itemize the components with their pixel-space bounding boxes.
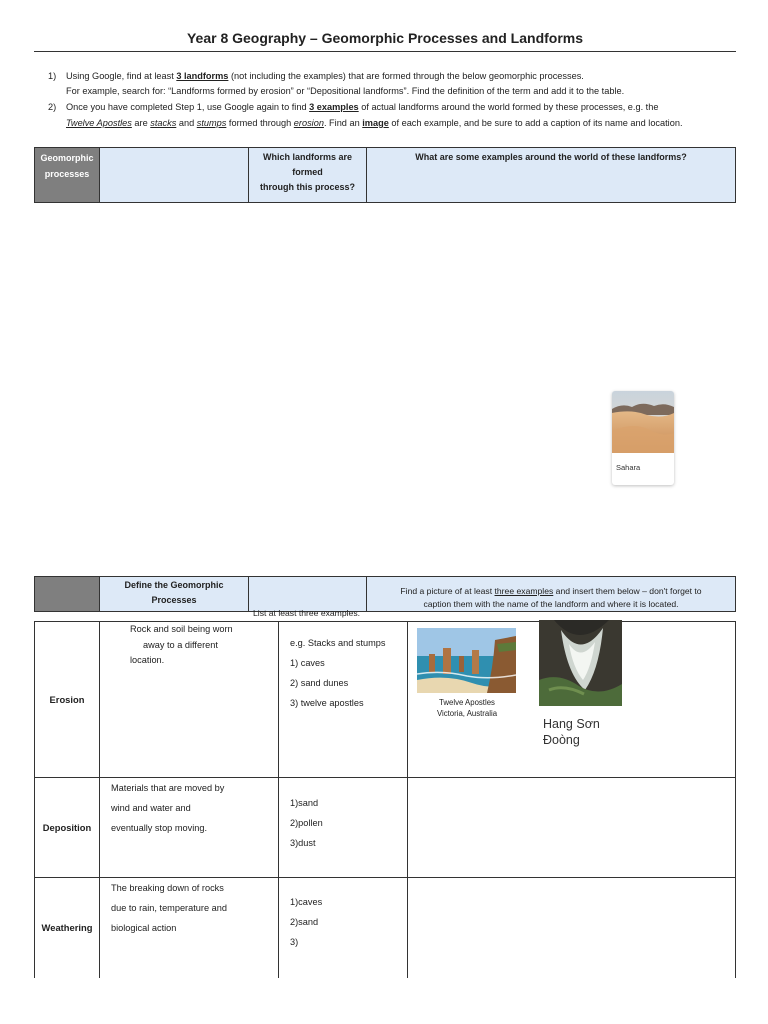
step2-stacks: stacks xyxy=(150,118,177,128)
definition-line: biological action xyxy=(111,923,177,933)
step2-text-c: of actual landforms around the world formed by these processes, e.g. the xyxy=(358,102,659,112)
step1-number: 1) xyxy=(48,71,57,81)
step2-text-a: Once you have completed Step 1, use Google again to find xyxy=(66,102,310,112)
step2-text: and xyxy=(176,118,197,128)
step2-text: formed through xyxy=(226,118,294,128)
instruction-step1-line2: For example, search for: “Landforms formed by erosion” or “Depositional landforms”. Find the definition of the term and add it to the table. xyxy=(66,86,625,96)
example-line: 3) xyxy=(290,937,299,947)
definition-weathering[interactable] xyxy=(100,878,279,978)
list-note: List at least three examples. xyxy=(253,608,360,618)
step2-stumps: stumps xyxy=(196,118,227,128)
header-geomorphic-processes xyxy=(35,148,100,203)
table-row xyxy=(35,878,736,978)
example-line: 2)sand xyxy=(290,917,319,927)
hang-son-doong-image[interactable] xyxy=(539,620,622,706)
header-blank-cell-2[interactable] xyxy=(249,577,367,612)
table-landforms-overview xyxy=(34,147,736,203)
table-row xyxy=(35,622,736,778)
step2-text: . Find an xyxy=(323,118,363,128)
header-text: formed xyxy=(292,167,323,177)
step2-emphasis: 3 examples xyxy=(309,102,359,112)
header-text: caption them with the name of the landform and where it is located. xyxy=(423,599,679,609)
header-text: Geomorphic xyxy=(40,153,94,163)
title-divider xyxy=(34,51,736,52)
instruction-step2-line2 xyxy=(66,116,766,131)
example-line: 2)pollen xyxy=(290,818,323,828)
examples-erosion[interactable] xyxy=(279,622,408,778)
examples-weathering[interactable] xyxy=(279,878,408,978)
definition-line: The breaking down of rocks xyxy=(111,883,224,893)
header-grey-blank xyxy=(35,577,100,612)
step1-text-c: (not including the examples) that are formed through the below geomorphic processes. xyxy=(228,71,584,81)
header-text: and insert them below – don't forget to xyxy=(553,586,702,596)
step1-text-a: Using Google, find at least xyxy=(66,71,177,81)
table-processes-body xyxy=(34,621,736,978)
definition-line: Materials that are moved by xyxy=(111,783,225,793)
header-text: processes xyxy=(44,169,90,179)
instruction-step2-line1 xyxy=(48,100,748,115)
step2-erosion: erosion xyxy=(293,118,324,128)
header-text: Processes xyxy=(151,595,197,605)
step2-text: are xyxy=(131,118,151,128)
step2-number: 2) xyxy=(48,102,57,112)
header-define-processes xyxy=(100,577,249,612)
process-weathering: Weathering xyxy=(35,878,100,978)
header-text-underlined: three examples xyxy=(494,586,554,596)
definition-line: Rock and soil being worn xyxy=(130,624,233,634)
page-title: Year 8 Geography – Geomorphic Processes and Landforms xyxy=(186,30,584,46)
definition-line: away to a different xyxy=(143,639,218,650)
definition-erosion[interactable] xyxy=(100,622,279,778)
example-line: 2) sand dunes xyxy=(290,678,349,688)
hang-son-doong-figure xyxy=(539,620,623,748)
step1-emphasis: 3 landforms xyxy=(176,71,229,81)
header-which-landforms xyxy=(249,148,367,203)
header-text: through this process? xyxy=(259,182,355,192)
example-line: 1) caves xyxy=(290,658,325,668)
instruction-step1-line1 xyxy=(48,69,748,84)
definition-line: wind and water and xyxy=(111,803,191,813)
header-examples-world: What are some examples around the world of these landforms? xyxy=(367,148,736,203)
pictures-deposition[interactable] xyxy=(408,778,736,878)
hang-son-doong-caption: Hang Sơn xyxy=(543,717,600,731)
twelve-apostles-caption: Twelve Apostles xyxy=(439,698,495,707)
header-text: Which landforms are xyxy=(262,152,352,162)
header-blank-cell[interactable] xyxy=(100,148,249,203)
step2-image: image xyxy=(362,118,389,128)
example-line: 1)sand xyxy=(290,798,319,808)
header-text: Find a picture of at least xyxy=(400,586,495,596)
example-line: e.g. Stacks and stumps xyxy=(290,638,386,648)
sahara-photo-card[interactable] xyxy=(612,391,674,485)
sahara-caption: Sahara xyxy=(616,463,641,472)
sahara-desert-image xyxy=(612,391,674,453)
pictures-erosion[interactable] xyxy=(408,622,736,778)
header-find-picture xyxy=(367,577,736,612)
table-processes-header xyxy=(34,576,736,612)
twelve-apostles-figure xyxy=(417,628,517,719)
definition-line: due to rain, temperature and xyxy=(111,903,227,913)
definition-deposition[interactable] xyxy=(100,778,279,878)
twelve-apostles-image[interactable] xyxy=(417,628,516,693)
hang-son-doong-caption-line2: Đoòng xyxy=(543,733,580,747)
header-text: Define the Geomorphic xyxy=(124,580,224,590)
example-line: 3)dust xyxy=(290,838,316,848)
definition-line: location. xyxy=(130,655,165,665)
process-deposition: Deposition xyxy=(35,778,100,878)
definition-line: eventually stop moving. xyxy=(111,823,208,833)
step2-text: of each example, and be sure to add a caption of its name and location. xyxy=(388,118,683,128)
twelve-apostles-location: Victoria, Australia xyxy=(436,709,498,718)
examples-deposition[interactable] xyxy=(279,778,408,878)
table-row xyxy=(35,778,736,878)
pictures-weathering[interactable] xyxy=(408,878,736,978)
example-line: 3) twelve apostles xyxy=(290,698,364,708)
example-line: 1)caves xyxy=(290,897,323,907)
process-erosion: Erosion xyxy=(35,622,100,778)
step2-twelve-apostles: Twelve Apostles xyxy=(66,118,132,128)
